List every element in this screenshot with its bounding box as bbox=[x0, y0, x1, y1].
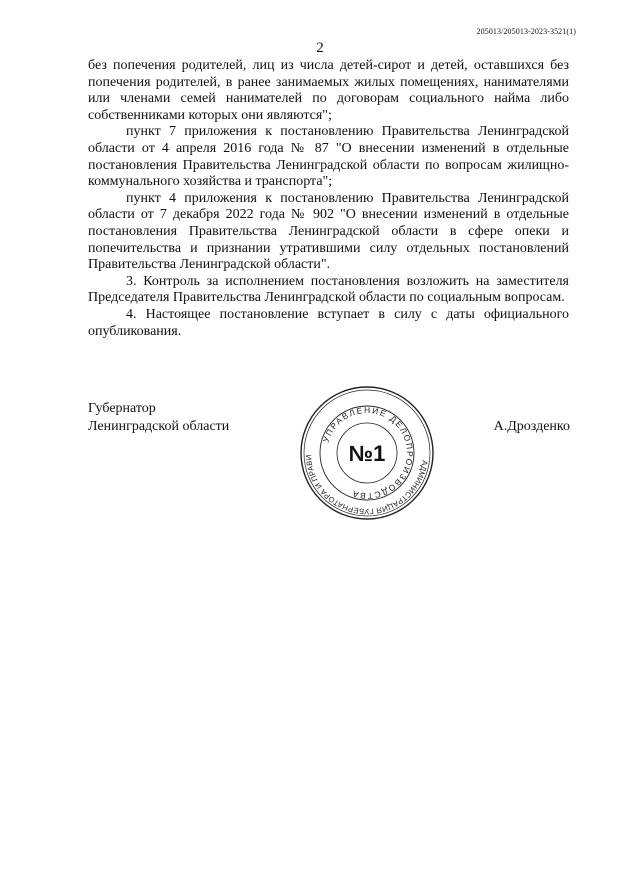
paragraph-clause-3: 3. Контроль за исполнением постановления возложить на заместителя Председателя Правительства Ленинградской области по социальным вопросам. bbox=[88, 273, 569, 306]
paragraph-item-7: пункт 7 приложения к постановлению Правительства Ленинградской области от 4 апреля 2016 года № 87 "О внесении изменений в отдельные постановления Правительства Ленинградской области по вопросам жилищно-коммунального хозяйства и транспорта"; bbox=[88, 124, 569, 190]
page-number: 2 bbox=[316, 40, 324, 56]
paragraph-clause-4: 4. Настоящее постановление вступает в силу с даты официального опубликования. bbox=[88, 306, 569, 339]
stamp-inner-text: УПРАВЛЕНИЕ ДЕЛОПРОИЗВОДСТВА bbox=[320, 404, 416, 502]
document-body bbox=[88, 58, 569, 340]
position-line-1: Губернатор bbox=[88, 401, 156, 416]
document-code: 205013/205013-2023-3521(1) bbox=[476, 27, 576, 36]
paragraph-item-4: пункт 4 приложения к постановлению Правительства Ленинградской области от 7 декабря 2022 года № 902 "О внесении изменений в отдельные постановления Правительства Ленинградской области в сфере опеки и попечительства и признании утратившими силу отдельных постановлений Правительства Ленинградской области". bbox=[88, 190, 569, 273]
signatory-position bbox=[88, 400, 229, 436]
stamp-number: №1 bbox=[348, 441, 386, 466]
position-line-2: Ленинградской области bbox=[88, 419, 230, 434]
official-stamp bbox=[298, 384, 436, 522]
signatory-name: А.Дрозденко bbox=[493, 419, 570, 434]
stamp-outer-text: АДМИНИСТРАЦИЯ ГУБЕРНАТОРА И ПРАВИ bbox=[303, 454, 430, 517]
paragraph-continuation: без попечения родителей, лиц из числа детей-сирот и детей, оставшихся без попечения родителей, в ранее занимаемых жилых помещениях, нанимателями или членами семей нанимателей по договорам социального найма либо собственниками которых они являются"; bbox=[88, 58, 569, 123]
